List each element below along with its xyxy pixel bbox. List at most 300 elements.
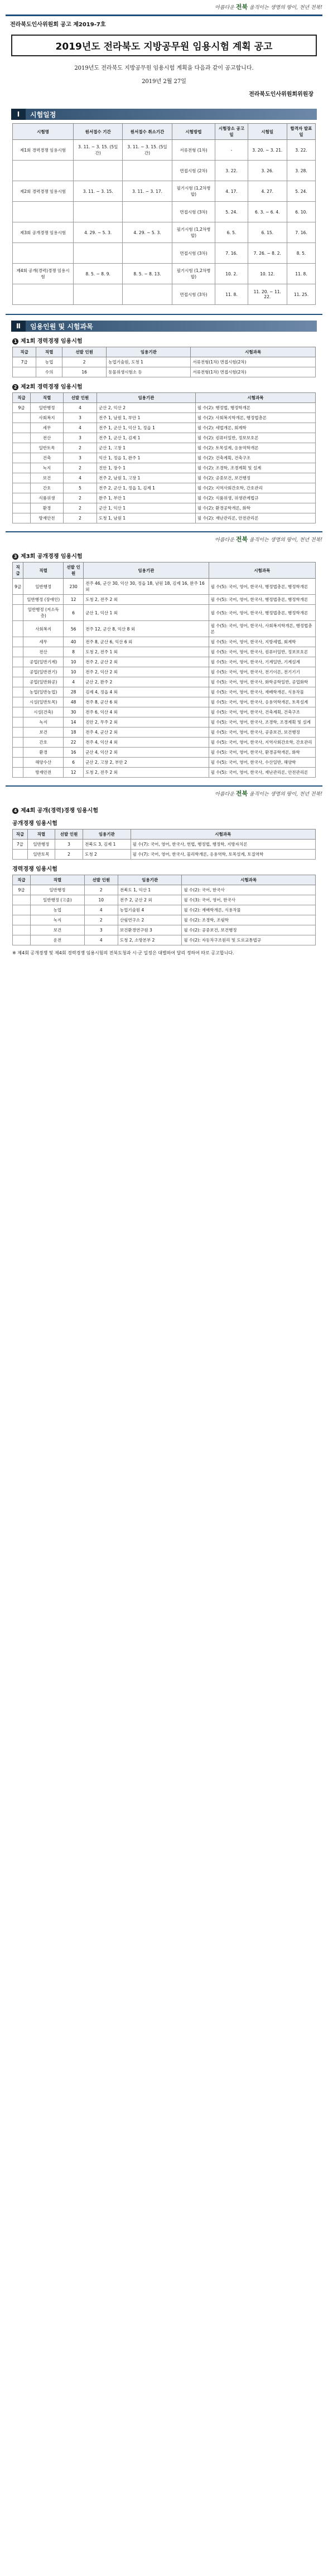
table-row (13, 443, 316, 453)
table-cell: 전주 4, 익산 4 외 (84, 738, 209, 748)
table-cell: 환경 (23, 748, 64, 758)
table-cell: 해양수산 (23, 758, 64, 768)
table-cell: 전주 8, 군산 6, 익산 6 외 (84, 637, 209, 647)
table-cell: 필 수(5): 국어, 영어, 한국사, 재배학개론, 식용작물 (209, 687, 315, 697)
table-cell (13, 850, 28, 860)
table-cell (74, 284, 123, 305)
table-cell: 녹지 (23, 717, 64, 727)
table-cell: 2 (62, 357, 106, 367)
table-row (13, 667, 316, 677)
table-cell: 30 (64, 707, 84, 717)
column-header: 임용기관 (107, 347, 191, 357)
table-cell (13, 748, 23, 758)
table-cell (13, 493, 31, 503)
table-cell: 식품위생 (30, 493, 63, 503)
table-cell: 필 수(2): 세법개론, 회계학 (195, 423, 315, 433)
table-cell: 제3회 공개경쟁 임용시험 (13, 222, 74, 243)
table-cell: 3. 22. (215, 161, 248, 181)
table-cell (13, 513, 31, 523)
table-cell: 4 (63, 403, 97, 413)
subsection-4-part-1: 공개경쟁 임용시험 (12, 821, 57, 827)
table-cell: 사회복지 (23, 621, 64, 637)
column-header: 선발 인원 (84, 875, 118, 885)
table-cell: 전북도 3, 김제 1 (83, 840, 131, 850)
table-cell: 4. 17. (215, 181, 248, 202)
table-cell: 일반행정 (30, 403, 63, 413)
table-row (13, 905, 316, 915)
column-header: 시험명 (13, 124, 74, 140)
table-cell: 일반토목 (27, 850, 55, 860)
table-cell: 10 (64, 667, 84, 677)
table-cell: 제1회 경력경쟁 임용시험 (13, 140, 74, 161)
column-header: 시험과목 (195, 393, 315, 403)
table-row (13, 595, 316, 605)
table-cell: 전주 2, 남원 1, 고창 1 (97, 473, 195, 483)
subsection-2: 2 제2회 경력경쟁 임용시험 (12, 382, 316, 390)
table-cell: 2 (84, 915, 118, 925)
table-row (13, 202, 316, 222)
table-cell: 48 (64, 697, 84, 707)
subsection-3: 3 제3회 공개경쟁 임용시험 (12, 551, 316, 560)
table-cell (74, 202, 123, 222)
table-row (13, 621, 316, 637)
table-cell: 필 수(2): 조경학, 조림학 (182, 915, 316, 925)
table-cell: 3. 20. ~ 3. 21. (248, 140, 287, 161)
table-cell: 필기시험 (1,2차병합) (172, 222, 215, 243)
table-cell (13, 717, 23, 727)
table-cell: 보건 (31, 925, 85, 935)
table-cell: 4 (63, 423, 97, 433)
table-cell (13, 473, 31, 483)
table-cell: 제4회 공개(경력)경쟁 임용시험 (13, 264, 74, 284)
table-cell: 일반행정 (31, 885, 85, 895)
table-cell: 전주 2, 군산 2 외 (118, 895, 181, 905)
table-cell: 필 수(2): 행정법, 행정학개론 (195, 403, 315, 413)
column-header: 임용기관 (118, 875, 181, 885)
table-row (13, 605, 316, 621)
column-header: 직렬 (27, 829, 55, 840)
table-cell: 방재안전 (23, 768, 64, 778)
table-cell: 필 수(7): 국어, 영어, 한국사, 헌법, 행정법, 행정학, 지방자치론 (131, 840, 316, 850)
column-header: 합격자 발표일 (287, 124, 315, 140)
table-cell: 필기시험 (1,2차병합) (172, 181, 215, 202)
table-cell (13, 677, 23, 687)
table-cell (123, 284, 172, 305)
column-header: 임용기관 (84, 562, 209, 579)
table-cell: 서류전형(1차) 면접시험(2차) (191, 367, 316, 377)
column-header: 직렬 (23, 562, 64, 579)
table-row (13, 925, 316, 935)
table-cell: 전산 (23, 647, 64, 657)
table-row (13, 140, 316, 161)
table-cell: 8. 5. ~ 8. 9. (74, 264, 123, 284)
column-header: 임용기관 (97, 393, 195, 403)
table-cell: 전주 46, 군산 30, 익산 30, 정읍 18, 남원 18, 김제 16, 완주 16 외 (84, 579, 209, 595)
table-cell: 공업(일반화공) (23, 677, 64, 687)
table-cell (13, 605, 23, 621)
table-cell: 군산 2, 고창 2, 부안 2 (84, 758, 209, 768)
table-cell: 3. 26. (248, 161, 287, 181)
table-cell: 16 (64, 748, 84, 758)
table-cell: 230 (64, 579, 84, 595)
notice-number: 전라북도인사위원회 공고 제2019-7호 (10, 22, 106, 28)
table-cell: 필 수(2): 지역사회간호학, 간호관리 (195, 483, 315, 493)
table-cell (123, 161, 172, 181)
table-cell (13, 161, 74, 181)
table-cell: 농업기술원, 도청 1 (107, 357, 191, 367)
table-cell: 22 (64, 738, 84, 748)
table-cell: 필 수(2): 컴퓨터일반, 정보보호론 (195, 433, 315, 443)
table-cell (13, 637, 23, 647)
column-header: 선발 인원 (64, 562, 84, 579)
table-cell (13, 453, 31, 463)
table-cell: 8. 5. ~ 8. 13. (123, 264, 172, 284)
column-header: 시험장소 공고일 (215, 124, 248, 140)
table-cell: 면접시험 (3차) (172, 284, 215, 305)
table-cell: 필 수(2): 재배학개론, 식용작물 (182, 905, 316, 915)
table-cell: 필 수(5): 국어, 영어, 한국사, 재난관리론, 안전관리론 (209, 768, 315, 778)
column-header: 시험과목 (191, 347, 316, 357)
table-cell (13, 443, 31, 453)
table-row (13, 493, 316, 503)
table-cell: 2 (63, 443, 97, 453)
table-cell (13, 621, 23, 637)
table-row (13, 413, 316, 423)
section-number: Ⅱ (11, 321, 26, 332)
table-cell: 필 수(7): 국어, 영어, 한국사, 물리학개론, 응용역학, 토목설계, 토질역학 (131, 850, 316, 860)
table-cell: 농업 (31, 905, 85, 915)
table-cell: 필 수(2): 공중보건, 보건행정 (182, 925, 316, 935)
table-cell: 11. 25. (287, 284, 315, 305)
table-cell (13, 503, 31, 513)
table-cell: 시설(일반토목) (23, 697, 64, 707)
page-title: 2019년도 전라북도 지방공무원 임용시험 계획 공고 (11, 35, 317, 56)
table-cell: 전주 12, 군산 8, 익산 8 외 (84, 621, 209, 637)
column-header: 원서접수 취소기간 (123, 124, 172, 140)
table-cell: 2 (63, 513, 97, 523)
table-cell: 필 수(2): 사회복지학개론, 행정법총론 (195, 413, 315, 423)
table-row (13, 840, 316, 850)
table-cell: 방재안전 (30, 513, 63, 523)
table-cell: 7. 26. ~ 8. 2. (248, 243, 287, 264)
table-cell (13, 202, 74, 222)
table-row (13, 473, 316, 483)
table-cell: 수의 (36, 367, 62, 377)
table-cell: 녹지 (31, 915, 85, 925)
table-cell (13, 935, 31, 945)
table-cell (13, 243, 74, 264)
table-cell: 18 (64, 727, 84, 738)
table-row (13, 768, 316, 778)
table-row (13, 895, 316, 905)
table-cell: 56 (64, 621, 84, 637)
table-cell: 군산 1, 고창 1 (97, 443, 195, 453)
table-cell (13, 463, 31, 473)
table-cell: 일반행정 (저소득층) (23, 605, 64, 621)
schedule-table (12, 123, 316, 305)
section-number: Ⅰ (11, 109, 26, 120)
table-cell (74, 161, 123, 181)
table-cell: 10. 2. (215, 264, 248, 284)
notice-date: 2019년 2월 27일 (142, 79, 186, 85)
column-header: 선발 인원 (55, 829, 83, 840)
table-cell (13, 367, 36, 377)
table-cell: 10 (64, 657, 84, 667)
table-cell: 필 수(5): 국어, 영어, 한국사, 기계일반, 기계설계 (209, 657, 315, 667)
exam-table-4b (12, 875, 316, 945)
section-title: 임용인원 및 시험과목 (30, 322, 93, 331)
table-cell: 산림연구소 2 (118, 915, 181, 925)
table-cell: 전주 8, 군산 6 외 (84, 697, 209, 707)
table-cell: 40 (64, 637, 84, 647)
table-cell: 필 수(5): 국어, 영어, 한국사, 응용역학개론, 토목설계 (209, 697, 315, 707)
table-cell: 3 (63, 453, 97, 463)
table-cell: 필 수(5): 국어, 영어, 한국사, 지방세법, 회계학 (209, 637, 315, 647)
table-cell: 4 (84, 905, 118, 915)
exam-table-3 (12, 562, 316, 778)
table-cell (13, 915, 31, 925)
table-cell: 서류전형(1차) 면접시험(2차) (191, 357, 316, 367)
table-cell: 도청 2, 전주 1 외 (84, 647, 209, 657)
table-cell: 전주 1, 군산 1, 익산 1, 정읍 1 (97, 423, 195, 433)
table-cell: 군산 2, 익산 2 (97, 403, 195, 413)
table-cell: 6. 10. (287, 202, 315, 222)
table-cell: 일반행정 (27, 840, 55, 850)
column-header: 시험일 (248, 124, 287, 140)
table-cell (13, 905, 31, 915)
section-title: 시험일정 (30, 110, 56, 119)
table-cell: 9급 (13, 579, 23, 595)
table-cell: 서류전형 (1차) (172, 140, 215, 161)
slogan: 아름다운 전북 움직이는 생명의 땅이, 천년 전북! (215, 3, 322, 11)
table-row (13, 181, 316, 202)
table-cell: 필 수(5): 국어, 영어, 한국사, 지역사회간호학, 간호관리 (209, 738, 315, 748)
table-cell: 5. 24. (287, 181, 315, 202)
section-divider (6, 314, 322, 315)
column-header: 시험과목 (209, 562, 315, 579)
table-row (13, 677, 316, 687)
table-row (13, 367, 316, 377)
table-cell: 4 (84, 935, 118, 945)
table-cell: 4. 29. ~ 5. 3. (74, 222, 123, 243)
table-row (13, 503, 316, 513)
table-cell: 4 (63, 473, 97, 483)
table-cell: 필 수(2): 조경학, 조경계획 및 설계 (195, 463, 315, 473)
column-header: 시험방법 (172, 124, 215, 140)
column-header: 선발 인원 (62, 347, 106, 357)
table-row (13, 727, 316, 738)
table-row (13, 513, 316, 523)
table-row (13, 717, 316, 727)
table-cell: 필 수(5): 국어, 영어, 한국사, 행정법총론, 행정학개론 (209, 595, 315, 605)
table-cell: 필 수(2): 환경공학개론, 화학 (195, 503, 315, 513)
table-cell: 건축 (30, 453, 63, 463)
table-row (13, 697, 316, 707)
table-row (13, 579, 316, 595)
column-header: 직렬 (31, 875, 85, 885)
table-row (13, 850, 316, 860)
section-schedule (11, 109, 317, 120)
table-cell (13, 647, 23, 657)
table-cell (13, 667, 23, 677)
table-cell: 필 수(2): 공중보건, 보건행정 (195, 473, 315, 483)
table-row (13, 738, 316, 748)
table-cell (13, 687, 23, 697)
table-cell: 3. 11. ~ 3. 15. (5일간) (74, 140, 123, 161)
table-row (13, 357, 316, 367)
table-cell: 10 (84, 895, 118, 905)
table-row (13, 687, 316, 697)
table-cell: 도청 2, 소방본부 2 (118, 935, 181, 945)
table-cell: 8. 5. (287, 243, 315, 264)
table-cell: 사회복지 (30, 413, 63, 423)
table-cell (13, 657, 23, 667)
table-cell: 11. 8. (287, 264, 315, 284)
table-cell: 필 수(2): 국어, 한국사 (182, 885, 316, 895)
table-cell: 필 수(5): 국어, 영어, 한국사, 전기이론, 전기기기 (209, 667, 315, 677)
table-row (13, 637, 316, 647)
subsection-1: 1 제1회 경력경쟁 임용시험 (12, 336, 316, 345)
table-cell: 필 수(2): 자동차구조원리 및 도로교통법규 (182, 935, 316, 945)
table-cell: 전주 2, 군산 1, 정읍 1, 김제 1 (97, 483, 195, 493)
table-cell: 필 수(2): 건축계획, 건축구조 (195, 453, 315, 463)
table-cell: 5 (63, 483, 97, 493)
column-header: 직급 (13, 875, 31, 885)
table-cell (13, 284, 74, 305)
table-cell: 도청 2 (83, 850, 131, 860)
table-cell (123, 202, 172, 222)
table-cell: 농업기술원 4 (118, 905, 181, 915)
table-cell: 6. 15. (248, 222, 287, 243)
table-row (13, 758, 316, 768)
table-cell: 2 (55, 850, 83, 860)
table-cell: 공업(일반전기) (23, 667, 64, 677)
table-cell: 2 (63, 493, 97, 503)
column-header: 직급 (13, 393, 31, 403)
table-cell: 농업 (36, 357, 62, 367)
table-cell: 필기시험 (1,2차병합) (172, 264, 215, 284)
table-row (13, 463, 316, 473)
column-header: 직급 (13, 562, 23, 579)
table-cell (13, 925, 31, 935)
table-cell: 필 수(5): 국어, 영어, 한국사, 조경학, 조경계획 및 설계 (209, 717, 315, 727)
table-cell: 군산 1, 익산 1 외 (84, 605, 209, 621)
table-cell: 일반행정 (장애인) (23, 595, 64, 605)
table-cell: 11. 20. ~ 11. 22. (248, 284, 287, 305)
table-cell: 필 수(2): 토목설계, 응용역학개론 (195, 443, 315, 453)
column-header: 시험과목 (182, 875, 316, 885)
section-positions (11, 321, 317, 332)
slogan: 아름다운 전북 움직이는 생명의 땅이, 천년 전북! (215, 536, 322, 543)
table-row (13, 423, 316, 433)
table-cell: 간호 (30, 483, 63, 493)
table-cell: 도청 1, 남원 1 (97, 513, 195, 523)
table-cell: 일반행정 (고졸) (31, 895, 85, 905)
table-row (13, 161, 316, 181)
table-cell: 필 수(3): 국어, 영어, 한국사 (182, 895, 316, 905)
table-cell: 도청 2, 전주 2 외 (84, 768, 209, 778)
table-cell: 진안 2, 무주 2 외 (84, 717, 209, 727)
table-cell: 10. 12. (248, 264, 287, 284)
table-cell: 일반토목 (30, 443, 63, 453)
column-header: 선발 인원 (63, 393, 97, 403)
table-cell: 3 (84, 925, 118, 935)
column-header: 시험과목 (131, 829, 316, 840)
table-cell: 9급 (13, 885, 31, 895)
table-cell: 4. 29. ~ 5. 3. (123, 222, 172, 243)
table-cell: 11. 8. (215, 284, 248, 305)
table-cell: 보건 (23, 727, 64, 738)
table-cell: 간호 (23, 738, 64, 748)
table-cell: 3. 22. (287, 140, 315, 161)
table-cell (13, 895, 31, 905)
table-row (13, 284, 316, 305)
table-row (13, 707, 316, 717)
exam-table-4a (12, 829, 316, 860)
table-cell: 완주 1, 부안 1 (97, 493, 195, 503)
table-cell (13, 697, 23, 707)
table-cell: 필 수(5): 국어, 영어, 한국사, 화학공학일반, 공업화학 (209, 677, 315, 687)
table-cell: 군산 1, 익산 1 (97, 503, 195, 513)
table-cell: 3 (63, 433, 97, 443)
table-cell: 동물위생시험소 등 (107, 367, 191, 377)
issuer: 전라북도인사위원회위원장 (249, 91, 313, 98)
subsection-4-part-2: 경력경쟁 임용시험 (12, 866, 57, 872)
table-cell: 군산 4, 익산 2 외 (84, 748, 209, 758)
table-cell: 6. 5. (215, 222, 248, 243)
table-cell: 7. 16. (287, 222, 315, 243)
table-cell: 도청 2, 전주 2 외 (84, 595, 209, 605)
table-cell: 녹지 (30, 463, 63, 473)
exam-table-2 (12, 392, 316, 523)
table-cell: 7급 (13, 840, 28, 850)
table-cell: 3. 11. ~ 3. 15. (5일간) (123, 140, 172, 161)
table-cell (13, 483, 31, 493)
table-cell: 필 수(5): 국어, 영어, 한국사, 수산일반, 해양학 (209, 758, 315, 768)
table-row (13, 403, 316, 413)
table-row (13, 483, 316, 493)
table-cell: 7급 (13, 357, 36, 367)
table-row (13, 915, 316, 925)
table-cell: 필 수(5): 국어, 영어, 한국사, 환경공학개론, 화학 (209, 748, 315, 758)
table-cell: 세무 (30, 423, 63, 433)
table-cell: 필 수(5): 국어, 영어, 한국사, 건축계획, 건축구조 (209, 707, 315, 717)
table-cell: 4. 27. (248, 181, 287, 202)
table-cell: 전주 1, 군산 1, 김제 1 (97, 433, 195, 443)
table-cell: 보건 (30, 473, 63, 483)
footnote: ※ 제4회 공개경쟁 및 제4회 경력경쟁 임용시험의 전북도청과 시·군 일정은 대별하여 달리 정하여 따로 공고합니다. (12, 950, 234, 955)
table-cell: 세무 (23, 637, 64, 647)
table-cell: 필 수(5): 국어, 영어, 한국사, 컴퓨터일반, 정보보호론 (209, 647, 315, 657)
table-cell: 3 (63, 413, 97, 423)
table-cell: 2 (84, 885, 118, 895)
table-cell (13, 727, 23, 738)
table-cell: 16 (62, 367, 106, 377)
subsection-4: 4 제4회 공개(경력)경쟁 임용시험 (12, 806, 316, 814)
table-cell: 4 (64, 677, 84, 687)
table-cell: 전주 6, 익산 4 외 (84, 707, 209, 717)
column-header: 원서접수 기간 (74, 124, 123, 140)
table-cell: 28 (64, 687, 84, 697)
table-row (13, 935, 316, 945)
table-cell: 9급 (13, 403, 31, 413)
table-cell: 12 (64, 595, 84, 605)
table-row (13, 657, 316, 667)
table-cell: 전주 2, 익산 2 외 (84, 667, 209, 677)
table-cell: 전주 2, 군산 2 외 (84, 657, 209, 667)
table-row (13, 433, 316, 443)
table-row (13, 748, 316, 758)
